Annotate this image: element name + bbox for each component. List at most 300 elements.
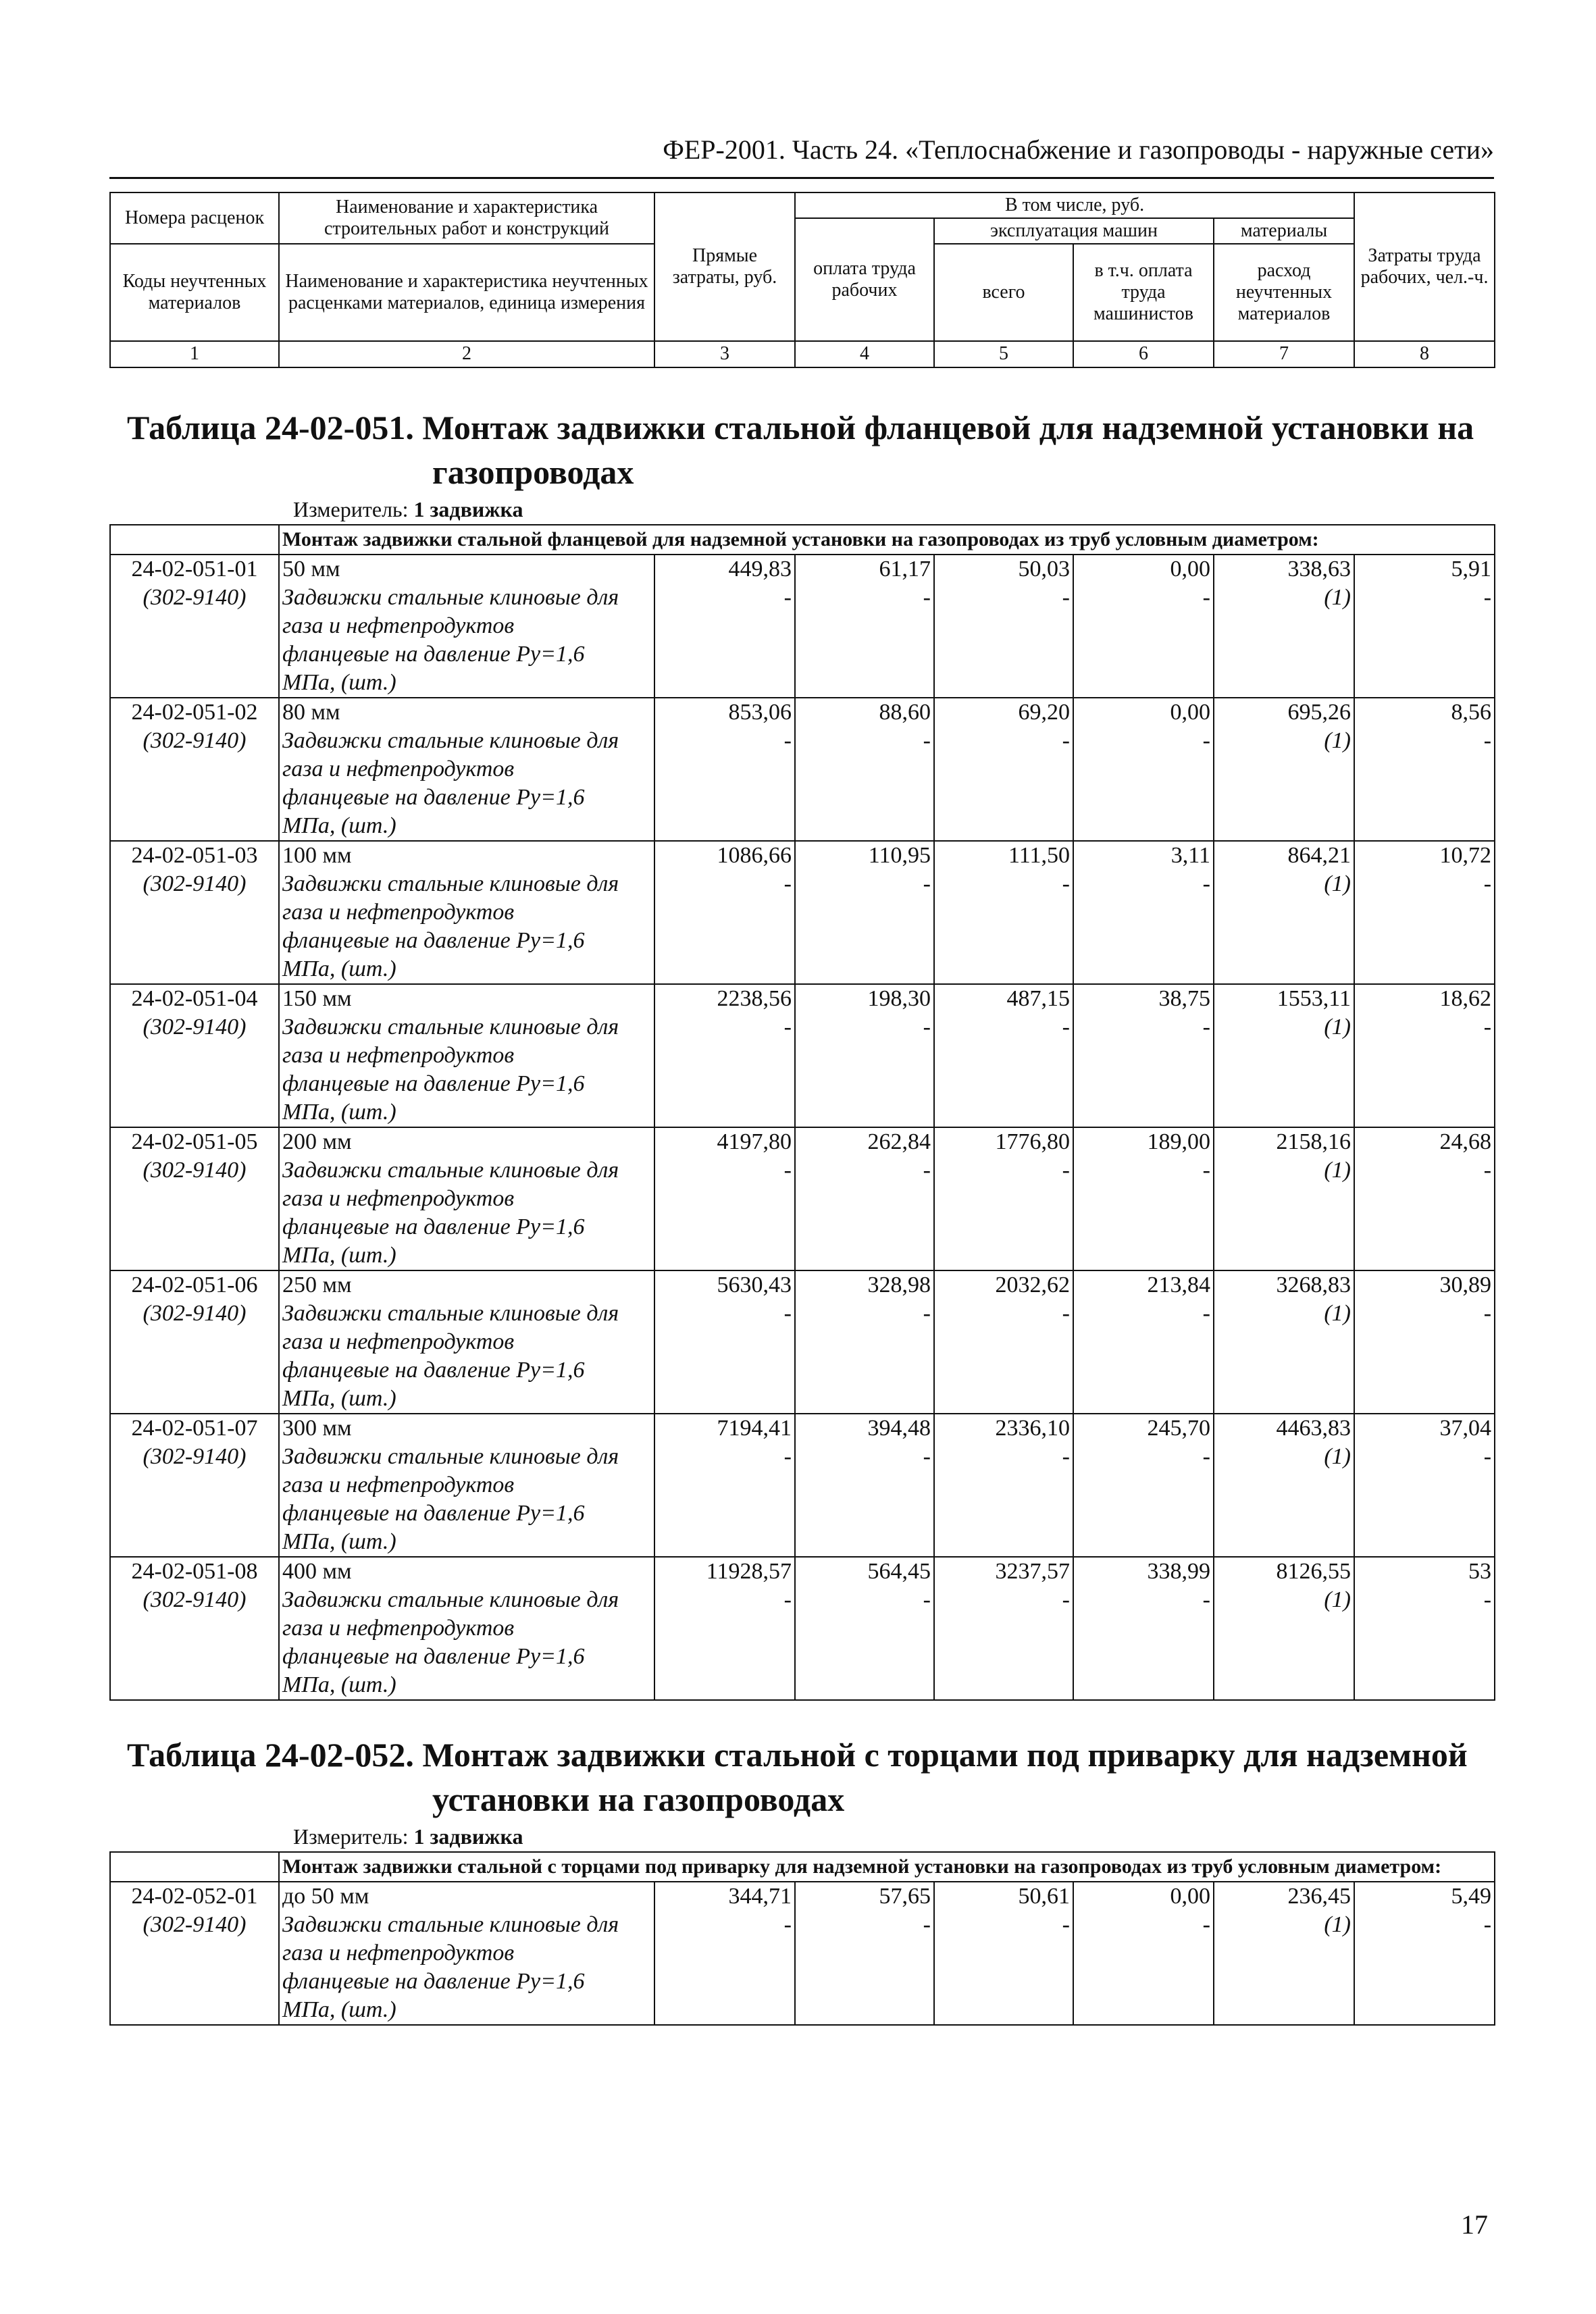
work-name: 100 мм <box>279 841 654 870</box>
blank-cell <box>654 612 795 640</box>
material-description: фланцевые на давление Ру=1,6 <box>279 1499 654 1528</box>
resource-code: (302-9140) <box>110 584 279 612</box>
blank-cell <box>654 1643 795 1671</box>
work-name: 80 мм <box>279 698 654 727</box>
blank-cell <box>795 812 934 841</box>
table-row <box>110 955 1495 984</box>
blank-cell <box>654 812 795 841</box>
dash-cell: - <box>1354 1586 1495 1614</box>
table-row <box>110 1586 1495 1614</box>
blank-cell <box>654 1528 795 1557</box>
blank-cell <box>934 1939 1073 1968</box>
dash-cell: - <box>795 870 934 898</box>
dash-cell: - <box>934 727 1073 755</box>
blank-cell <box>1354 1643 1495 1671</box>
blank-cell <box>1073 955 1214 984</box>
table-row <box>110 1098 1495 1127</box>
value-c7: 236,45 <box>1214 1882 1354 1911</box>
blank-cell <box>1354 1471 1495 1499</box>
blank-cell <box>1354 1614 1495 1643</box>
blank-cell <box>1354 1671 1495 1700</box>
value-c7: 338,63 <box>1214 555 1354 584</box>
value-c6: 245,70 <box>1073 1414 1214 1443</box>
table-row <box>110 841 1495 870</box>
material-description: Задвижки стальные клиновые для <box>279 584 654 612</box>
dash-cell: - <box>934 584 1073 612</box>
blank-cell <box>110 1070 279 1098</box>
resource-code: (302-9140) <box>110 1156 279 1185</box>
blank-cell <box>1214 898 1354 927</box>
blank-cell <box>934 1356 1073 1385</box>
table-row <box>110 1614 1495 1643</box>
blank-cell <box>654 1213 795 1241</box>
blank-cell <box>654 783 795 812</box>
blank-cell <box>934 1614 1073 1643</box>
blank-cell <box>1214 1528 1354 1557</box>
blank-cell <box>795 1499 934 1528</box>
blank-cell <box>110 783 279 812</box>
value-c5: 50,03 <box>934 555 1073 584</box>
rate-code: 24-02-051-03 <box>110 841 279 870</box>
table-row <box>110 1996 1495 2025</box>
machines-header: эксплуатация машин <box>934 218 1214 244</box>
value-c6: 38,75 <box>1073 984 1214 1013</box>
dash-cell: - <box>795 1586 934 1614</box>
resource-code: (302-9140) <box>110 1013 279 1042</box>
blank-cell <box>795 1643 934 1671</box>
value-c8: 5,91 <box>1354 555 1495 584</box>
value-c3: 853,06 <box>654 698 795 727</box>
blank-cell <box>110 955 279 984</box>
work-name: 400 мм <box>279 1557 654 1586</box>
work-name: 150 мм <box>279 984 654 1013</box>
blank-cell <box>1354 1042 1495 1070</box>
blank-cell <box>795 640 934 669</box>
blank-cell <box>1354 1356 1495 1385</box>
value-c8: 24,68 <box>1354 1127 1495 1156</box>
section-title-line-2: установки на газопроводах <box>432 1780 845 1818</box>
subheading: Монтаж задвижки стальной фланцевой для надземной установки на газопроводах из труб условным диаметром: <box>279 525 1495 555</box>
work-name: 50 мм <box>279 555 654 584</box>
value-c4: 110,95 <box>795 841 934 870</box>
value-c5: 1776,80 <box>934 1127 1073 1156</box>
blank-cell <box>1354 1328 1495 1356</box>
blank-cell <box>110 812 279 841</box>
material-description: газа и нефтепродуктов <box>279 755 654 783</box>
dash-cell: - <box>934 1300 1073 1328</box>
blank-cell <box>654 1042 795 1070</box>
blank-cell <box>1214 1385 1354 1414</box>
table-row <box>110 1557 1495 1586</box>
blank-cell <box>795 1328 934 1356</box>
material-description: МПа, (шт.) <box>279 812 654 841</box>
blank-cell <box>110 1643 279 1671</box>
table-row <box>110 1882 1495 1911</box>
value-c8: 8,56 <box>1354 698 1495 727</box>
blank-cell <box>1073 1643 1214 1671</box>
value-c3: 344,71 <box>654 1882 795 1911</box>
blank-cell <box>1073 812 1214 841</box>
value-c8: 10,72 <box>1354 841 1495 870</box>
blank-cell <box>110 1328 279 1356</box>
blank-cell <box>795 669 934 698</box>
col1-top: Номера расценок <box>110 192 279 244</box>
blank-cell <box>654 1968 795 1996</box>
blank-cell <box>934 898 1073 927</box>
blank-cell <box>1073 1939 1214 1968</box>
blank-cell <box>1354 1213 1495 1241</box>
blank-cell <box>934 1385 1073 1414</box>
material-description: Задвижки стальные клиновые для <box>279 1443 654 1471</box>
value-c4: 328,98 <box>795 1270 934 1300</box>
value-c3: 1086,66 <box>654 841 795 870</box>
material-description: МПа, (шт.) <box>279 1671 654 1700</box>
col8-header: Затраты труда рабочих, чел.-ч. <box>1354 192 1495 341</box>
blank-cell <box>110 927 279 955</box>
table-section-24-02-051 <box>109 405 1494 1701</box>
dash-cell: - <box>1073 727 1214 755</box>
value-c7: 3268,83 <box>1214 1270 1354 1300</box>
dash-cell: - <box>1354 1156 1495 1185</box>
blank-cell <box>934 1185 1073 1213</box>
resource-code: (302-9140) <box>110 1586 279 1614</box>
blank-cell <box>1214 1471 1354 1499</box>
blank-cell <box>110 1499 279 1528</box>
blank-cell <box>654 1939 795 1968</box>
blank-cell <box>1073 1213 1214 1241</box>
blank-cell <box>795 927 934 955</box>
blank-cell <box>1354 1528 1495 1557</box>
blank-cell <box>1073 1385 1214 1414</box>
measure-unit <box>109 494 1494 524</box>
blank-cell <box>110 1968 279 1996</box>
table-row <box>110 1643 1495 1671</box>
blank-cell <box>1073 1356 1214 1385</box>
col-number: 7 <box>1214 341 1354 367</box>
price-table <box>109 524 1495 1701</box>
material-quantity: (1) <box>1214 1300 1354 1328</box>
value-c8: 5,49 <box>1354 1882 1495 1911</box>
table-row <box>110 1528 1495 1557</box>
blank-cell <box>1354 1996 1495 2025</box>
blank-cell <box>795 783 934 812</box>
value-c7: 2158,16 <box>1214 1127 1354 1156</box>
value-c5: 111,50 <box>934 841 1073 870</box>
col4-header: оплата труда рабочих <box>795 218 934 341</box>
dash-cell: - <box>1354 870 1495 898</box>
blank-cell <box>1073 1471 1214 1499</box>
work-name: 250 мм <box>279 1270 654 1300</box>
rate-code: 24-02-051-06 <box>110 1270 279 1300</box>
column-header-table <box>109 192 1495 368</box>
dash-cell: - <box>934 1156 1073 1185</box>
blank-cell <box>934 1996 1073 2025</box>
blank-cell <box>1354 1499 1495 1528</box>
blank-cell <box>1214 755 1354 783</box>
table-row <box>110 555 1495 584</box>
blank-cell <box>110 1213 279 1241</box>
table-row <box>110 1127 1495 1156</box>
dash-cell: - <box>1354 1300 1495 1328</box>
price-table <box>109 1851 1495 2026</box>
table-row <box>110 1911 1495 1939</box>
table-row <box>110 1414 1495 1443</box>
blank-cell <box>795 1042 934 1070</box>
table-row <box>110 812 1495 841</box>
rate-code: 24-02-051-02 <box>110 698 279 727</box>
dash-cell: - <box>934 1911 1073 1939</box>
material-quantity: (1) <box>1214 1156 1354 1185</box>
page-header: ФЕР-2001. Часть 24. «Теплоснабжение и газопроводы - наружные сети» <box>663 134 1494 165</box>
table-row <box>110 1156 1495 1185</box>
blank-cell <box>110 1098 279 1127</box>
dash-cell: - <box>1073 1586 1214 1614</box>
col-number: 8 <box>1354 341 1495 367</box>
blank-cell <box>1073 640 1214 669</box>
blank-cell <box>1214 1996 1354 2025</box>
blank-cell <box>1214 1241 1354 1270</box>
blank-cell <box>1073 927 1214 955</box>
blank-cell <box>934 783 1073 812</box>
table-row <box>110 898 1495 927</box>
measure-value: 1 задвижка <box>413 497 523 521</box>
blank-cell <box>110 1471 279 1499</box>
table-row <box>110 612 1495 640</box>
blank-cell <box>1073 612 1214 640</box>
blank-cell <box>1354 669 1495 698</box>
col7-header: расход неучтенных материалов <box>1214 244 1354 341</box>
rate-code: 24-02-051-08 <box>110 1557 279 1586</box>
dash-cell: - <box>795 727 934 755</box>
blank-cell <box>654 755 795 783</box>
blank-cell <box>934 755 1073 783</box>
table-row <box>110 1385 1495 1414</box>
material-description: газа и нефтепродуктов <box>279 612 654 640</box>
blank-cell <box>1073 1996 1214 2025</box>
material-description: Задвижки стальные клиновые для <box>279 870 654 898</box>
blank-cell <box>110 1385 279 1414</box>
material-description: фланцевые на давление Ру=1,6 <box>279 1968 654 1996</box>
col-number: 5 <box>934 341 1073 367</box>
blank-cell <box>1354 612 1495 640</box>
blank-cell <box>654 955 795 984</box>
value-c3: 5630,43 <box>654 1270 795 1300</box>
blank-cell <box>110 640 279 669</box>
value-c4: 564,45 <box>795 1557 934 1586</box>
incl-header: В том числе, руб. <box>795 192 1354 218</box>
blank-cell <box>1214 1614 1354 1643</box>
blank-cell <box>1354 1098 1495 1127</box>
value-c6: 0,00 <box>1073 698 1214 727</box>
table-row <box>110 669 1495 698</box>
blank-cell <box>934 1643 1073 1671</box>
material-description: фланцевые на давление Ру=1,6 <box>279 1643 654 1671</box>
dash-cell: - <box>654 1013 795 1042</box>
blank-cell <box>934 1968 1073 1996</box>
dash-cell: - <box>654 1300 795 1328</box>
value-c3: 2238,56 <box>654 984 795 1013</box>
work-name: до 50 мм <box>279 1882 654 1911</box>
value-c4: 61,17 <box>795 555 934 584</box>
material-description: МПа, (шт.) <box>279 1241 654 1270</box>
value-c5: 2032,62 <box>934 1270 1073 1300</box>
blank-cell <box>1214 1356 1354 1385</box>
material-description: газа и нефтепродуктов <box>279 898 654 927</box>
blank-cell <box>1354 1939 1495 1968</box>
blank-cell <box>1214 1098 1354 1127</box>
blank-cell <box>1354 812 1495 841</box>
table-row <box>110 870 1495 898</box>
dash-cell: - <box>795 1911 934 1939</box>
blank-cell <box>1073 898 1214 927</box>
dash-cell: - <box>934 1013 1073 1042</box>
blank-cell <box>795 1241 934 1270</box>
blank-cell <box>654 1185 795 1213</box>
dash-cell: - <box>795 1443 934 1471</box>
measure-label: Измеритель: <box>293 1824 409 1849</box>
resource-code: (302-9140) <box>110 727 279 755</box>
material-description: фланцевые на давление Ру=1,6 <box>279 1070 654 1098</box>
section-title <box>109 1732 1494 1822</box>
material-description: Задвижки стальные клиновые для <box>279 1911 654 1939</box>
value-c5: 50,61 <box>934 1882 1073 1911</box>
blank-cell <box>1073 669 1214 698</box>
material-quantity: (1) <box>1214 727 1354 755</box>
material-description: Задвижки стальные клиновые для <box>279 1156 654 1185</box>
blank-cell <box>1214 1328 1354 1356</box>
blank-cell <box>654 1356 795 1385</box>
blank-cell <box>1073 1499 1214 1528</box>
material-quantity: (1) <box>1214 1013 1354 1042</box>
table-row <box>110 640 1495 669</box>
material-quantity: (1) <box>1214 1911 1354 1939</box>
table-row <box>110 1671 1495 1700</box>
table-row <box>110 783 1495 812</box>
material-description: МПа, (шт.) <box>279 669 654 698</box>
blank-cell <box>654 898 795 927</box>
value-c4: 88,60 <box>795 698 934 727</box>
blank-cell <box>1354 955 1495 984</box>
blank-cell <box>795 612 934 640</box>
value-c4: 262,84 <box>795 1127 934 1156</box>
dash-cell: - <box>1073 1013 1214 1042</box>
table-row <box>110 1042 1495 1070</box>
blank-cell <box>795 898 934 927</box>
material-quantity: (1) <box>1214 1443 1354 1471</box>
blank-cell <box>110 1614 279 1643</box>
table-row <box>110 1300 1495 1328</box>
blank-cell <box>1073 1098 1214 1127</box>
col-number: 1 <box>110 341 279 367</box>
dash-cell: - <box>1073 584 1214 612</box>
col-number: 3 <box>654 341 795 367</box>
blank-cell <box>934 955 1073 984</box>
blank-cell <box>795 1996 934 2025</box>
value-c7: 695,26 <box>1214 698 1354 727</box>
col-number: 2 <box>279 341 654 367</box>
material-description: МПа, (шт.) <box>279 1385 654 1414</box>
blank-cell <box>1354 1185 1495 1213</box>
blank-cell <box>934 1499 1073 1528</box>
blank-cell <box>795 1213 934 1241</box>
col2-bottom: Наименование и характеристика неучтенных расценками материалов, единица измерения <box>279 244 654 341</box>
blank-cell <box>110 612 279 640</box>
blank-cell <box>934 1042 1073 1070</box>
col5-header: всего <box>934 244 1073 341</box>
dash-cell: - <box>654 584 795 612</box>
material-description: газа и нефтепродуктов <box>279 1939 654 1968</box>
blank-cell <box>1214 812 1354 841</box>
blank-cell <box>1214 669 1354 698</box>
table-row <box>110 1471 1495 1499</box>
material-description: фланцевые на давление Ру=1,6 <box>279 1213 654 1241</box>
value-c8: 18,62 <box>1354 984 1495 1013</box>
material-description: Задвижки стальные клиновые для <box>279 1013 654 1042</box>
blank-cell <box>934 1241 1073 1270</box>
table-row <box>110 1356 1495 1385</box>
value-c6: 3,11 <box>1073 841 1214 870</box>
blank-cell <box>1214 1213 1354 1241</box>
table-row <box>110 584 1495 612</box>
table-row <box>110 1939 1495 1968</box>
blank-cell <box>110 1042 279 1070</box>
blank-cell <box>934 1070 1073 1098</box>
material-description: МПа, (шт.) <box>279 955 654 984</box>
table-row <box>110 1213 1495 1241</box>
blank-cell <box>1073 1042 1214 1070</box>
dash-cell: - <box>934 1586 1073 1614</box>
blank-cell <box>110 1939 279 1968</box>
table-row <box>110 1070 1495 1098</box>
blank-cell <box>654 927 795 955</box>
blank-cell <box>654 1070 795 1098</box>
blank-cell <box>654 1328 795 1356</box>
value-c5: 487,15 <box>934 984 1073 1013</box>
blank-cell <box>654 1614 795 1643</box>
col2-top: Наименование и характеристика строительных работ и конструкций <box>279 192 654 244</box>
header-rule <box>109 177 1494 179</box>
blank-cell <box>934 1098 1073 1127</box>
material-description: фланцевые на давление Ру=1,6 <box>279 1356 654 1385</box>
blank-cell <box>1354 1968 1495 1996</box>
value-c6: 0,00 <box>1073 555 1214 584</box>
table-row <box>110 1241 1495 1270</box>
table-row <box>110 927 1495 955</box>
value-c7: 4463,83 <box>1214 1414 1354 1443</box>
material-description: Задвижки стальные клиновые для <box>279 1300 654 1328</box>
value-c5: 3237,57 <box>934 1557 1073 1586</box>
table-row <box>110 1185 1495 1213</box>
section-title-line-2: газопроводах <box>432 453 634 491</box>
blank-cell <box>1354 783 1495 812</box>
blank-cell <box>1073 1185 1214 1213</box>
table-row <box>110 984 1495 1013</box>
resource-code: (302-9140) <box>110 1300 279 1328</box>
dash-cell: - <box>1354 584 1495 612</box>
blank-cell <box>110 1671 279 1700</box>
rate-code: 24-02-051-05 <box>110 1127 279 1156</box>
value-c7: 864,21 <box>1214 841 1354 870</box>
blank-cell <box>1214 783 1354 812</box>
blank-cell <box>934 812 1073 841</box>
value-c3: 7194,41 <box>654 1414 795 1443</box>
value-c4: 394,48 <box>795 1414 934 1443</box>
section-title <box>109 405 1494 494</box>
dash-cell: - <box>1354 1911 1495 1939</box>
material-description: газа и нефтепродуктов <box>279 1185 654 1213</box>
blank-cell <box>1214 955 1354 984</box>
material-description: МПа, (шт.) <box>279 1996 654 2025</box>
